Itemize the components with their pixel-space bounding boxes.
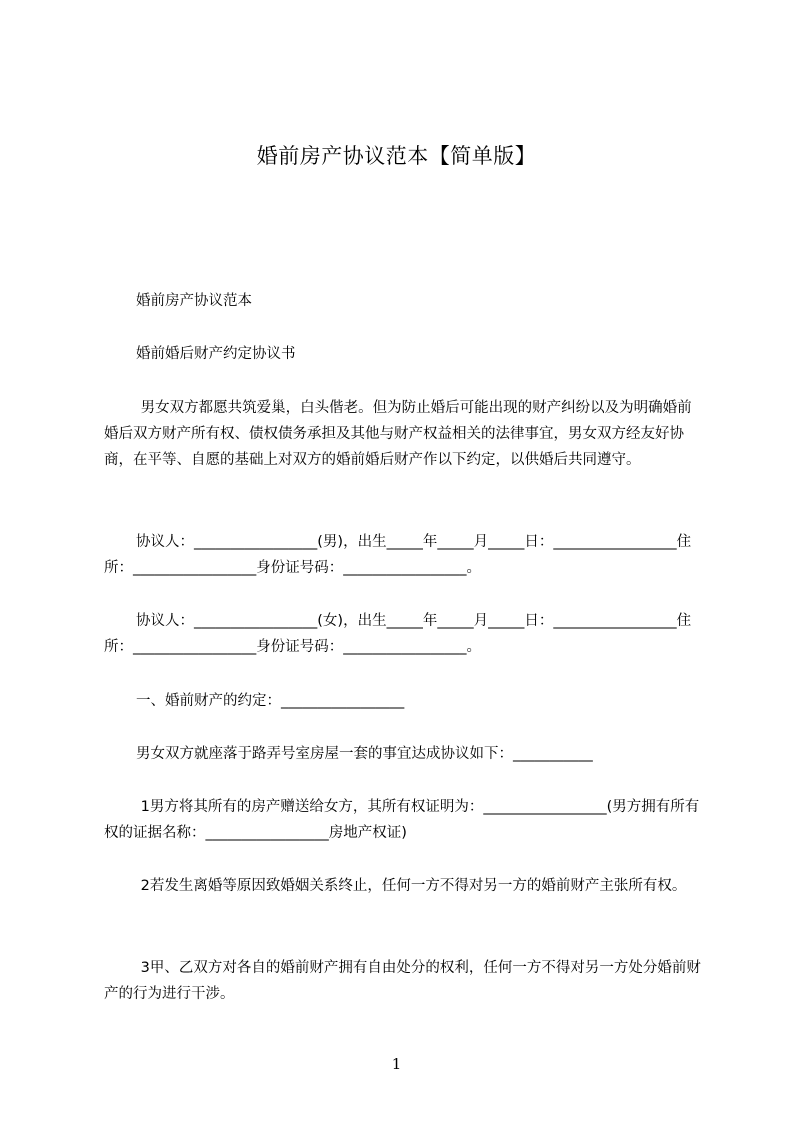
paragraph-clause-3: 3甲、乙双方对各自的婚前财产拥有自由处分的权利，任何一方不得对另一方处分婚前财产的行为进行干涉。: [104, 960, 701, 1002]
paragraph-party-female: 协议人：_________________(女)，出生_____年_____月_____日：_________________住所：_________________身份证号码：_________________。: [104, 613, 692, 655]
paragraph-preamble: 男女双方都愿共筑爱巢，白头偕老。但为防止婚后可能出现的财产纠纷以及为明确婚前婚后双方财产所有权、债权债务承担及其他与财产权益相关的法律事宜，男女双方经友好协商，在平等、自愿的基础上对双方的婚前婚后财产作以下约定，以供婚后共同遵守。: [104, 400, 692, 468]
page-number: 1: [391, 1055, 402, 1073]
document-title: 婚前房产协议范本【简单版】: [256, 144, 537, 168]
paragraph-property-agreement: 男女双方就座落于路弄号室房屋一套的事宜达成协议如下：___________: [136, 746, 593, 762]
paragraph-heading: 婚前房产协议范本: [136, 293, 252, 309]
paragraph-clause-2: 2若发生离婚等原因致婚姻关系终止，任何一方不得对另一方的婚前财产主张所有权。: [136, 878, 687, 894]
paragraph-party-male: 协议人：_________________(男)，出生_____年_____月_____日：_________________住所：_________________身份证号码：_________________。: [104, 534, 692, 576]
paragraph-subheading: 婚前婚后财产约定协议书: [136, 346, 296, 362]
paragraph-section-one: 一、婚前财产的约定：_________________: [136, 693, 405, 709]
paragraph-clause-1: 1男方将其所有的房产赠送给女方，其所有权证明为：_________________(男方拥有所有权的证据名称：_________________房地产权证): [104, 799, 700, 841]
